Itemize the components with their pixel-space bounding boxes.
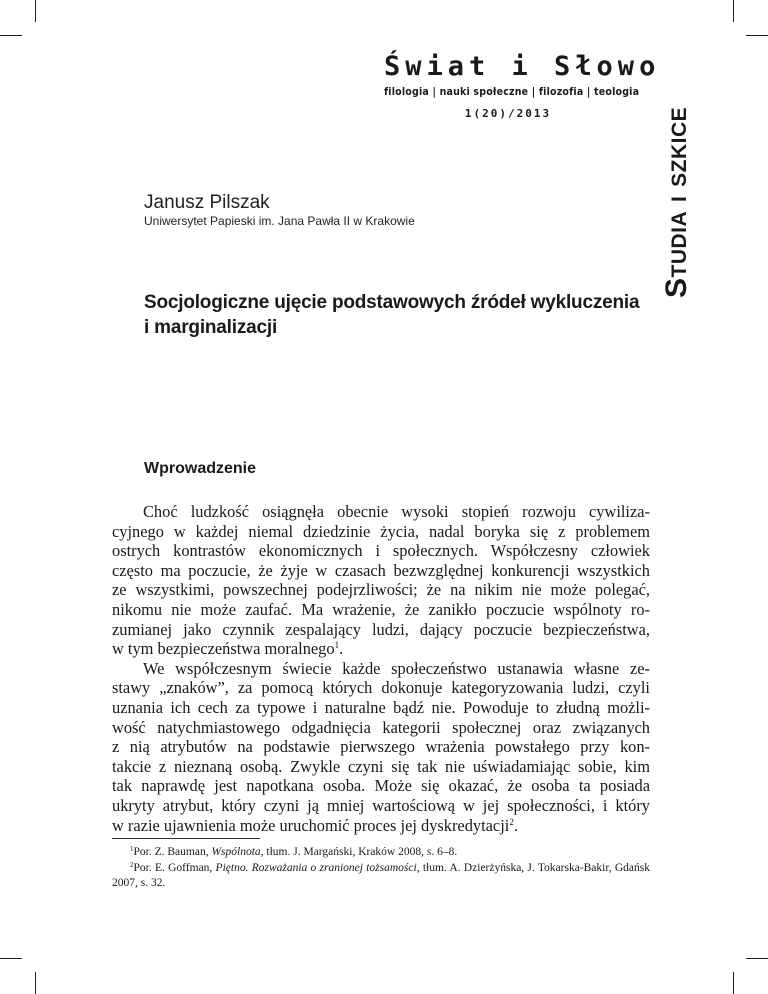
- body-line: cyjnego w każdej niemal dziedzinie życia, nadal boryka się z problemem: [112, 521, 650, 541]
- crop-mark: [0, 958, 22, 959]
- footnote-ref[interactable]: 2: [509, 816, 514, 827]
- footnote-prefix: Por. Z. Bauman,: [133, 846, 212, 858]
- footnote-work-title: Piętno. Rozważania o zranionej tożsamości: [215, 861, 417, 874]
- journal-title: Świat i Słowo: [384, 51, 661, 82]
- footnote-number: 2: [130, 860, 134, 869]
- crop-mark: [0, 35, 22, 36]
- body-line-text: w razie ujawnienia może uruchomić proces jej dyskredytacji: [112, 815, 510, 835]
- article-title-line: i marginalizacji: [144, 317, 278, 338]
- body-line: w tym bezpieczeństwa moralnego$^1$.: [112, 639, 344, 659]
- body-line: często ma poczucie, że żyje w czasach bezwzględnej konkurencji wszystkich: [112, 560, 650, 580]
- journal-subtitle: filologia | nauki społeczne | filozofia | teologia: [384, 86, 640, 98]
- article-title-line: Socjologiczne ujęcie podstawowych źródeł wykluczenia: [144, 292, 640, 313]
- body-line: nikomu nie może zaufać. Ma wrażenie, że zanikło poczucie wspólnoty ro-: [112, 599, 650, 619]
- journal-issue: 1(20)/2013: [464, 107, 552, 120]
- footnote-ref[interactable]: 1: [334, 640, 340, 651]
- crop-mark: [746, 958, 768, 959]
- body-line: uznania ich cech za typowe i naturalne bądź nie. Powoduje to złudną możli-: [112, 697, 650, 717]
- article-body: [112, 502, 650, 835]
- footnote-prefix: Por. E. Goffman,: [133, 861, 216, 874]
- footnote-suffix: , tłum. A. Dzierżyńska, J. Tokarska-Bakir, Gdańsk: [416, 861, 650, 874]
- crop-mark: [746, 35, 768, 36]
- footnote: [112, 861, 650, 877]
- body-line: wość natychmiastowego odgadnięcia kategorii społecznej oraz związanych: [112, 717, 650, 737]
- body-line: ze wszystkimi, powszechnej podejrzliwości; że na nikim nie może polegać,: [112, 580, 650, 600]
- body-line: ostrych kontrastów ekonomicznych i społecznych. Współczesny człowiek: [112, 541, 650, 561]
- footnote: [112, 845, 650, 861]
- body-line: zumianej jako czynnik zespalający ludzi, dający poczucie bezpieczeństwa,: [112, 619, 650, 639]
- body-line: w razie ujawnienia może uruchomić proces jej dyskredytacji$^2$.: [112, 815, 518, 835]
- journal-masthead: [384, 51, 661, 120]
- article-title: [144, 290, 644, 340]
- body-line: stawy „znaków”, za pomocą których dokonuje kategoryzowania ludzi, czyli: [112, 678, 650, 698]
- footnotes: [112, 845, 650, 892]
- footnote-continuation: 2007, s. 32.: [112, 877, 166, 889]
- crop-mark: [35, 972, 36, 994]
- body-line: We współczesnym świecie każde społeczeństwo ustanawia własne ze-: [143, 658, 650, 678]
- crop-mark: [733, 0, 734, 22]
- footnote-work-title: Wspólnota: [211, 846, 261, 858]
- body-line: Choć ludzkość osiągnęła obecnie wysoki stopień rozwoju cywiliza-: [143, 502, 650, 521]
- body-line: z nią atrybutów na podstawie pierwszego wrażenia powstałego przy kon-: [112, 737, 650, 757]
- footnote-number: 1: [130, 845, 134, 853]
- body-line: takcie z nieznaną osobą. Zwykle czyni się tak nie uświadamiając sobie, kim: [112, 756, 650, 776]
- footnote-rule: [112, 838, 260, 839]
- body-line-text: w tym bezpieczeństwa moralnego: [112, 639, 335, 659]
- section-label: Studia i szkice: [660, 106, 693, 298]
- footnote-suffix: , tłum. J. Margański, Kraków 2008, s. 6–8.: [260, 846, 458, 858]
- section-heading: Wprowadzenie: [144, 460, 257, 477]
- author-name: Janusz Pilszak: [144, 192, 270, 213]
- body-line: tak naprawdę jest napotkana osoba. Może się okazać, że osoba ta posiada: [112, 776, 650, 796]
- body-line: ukryty atrybut, który czyni ją mniej wartościową w jej społeczności, i który: [112, 795, 650, 815]
- crop-mark: [733, 972, 734, 994]
- author-affiliation: Uniwersytet Papieski im. Jana Pawła II w Krakowie: [144, 214, 415, 228]
- crop-mark: [35, 0, 36, 22]
